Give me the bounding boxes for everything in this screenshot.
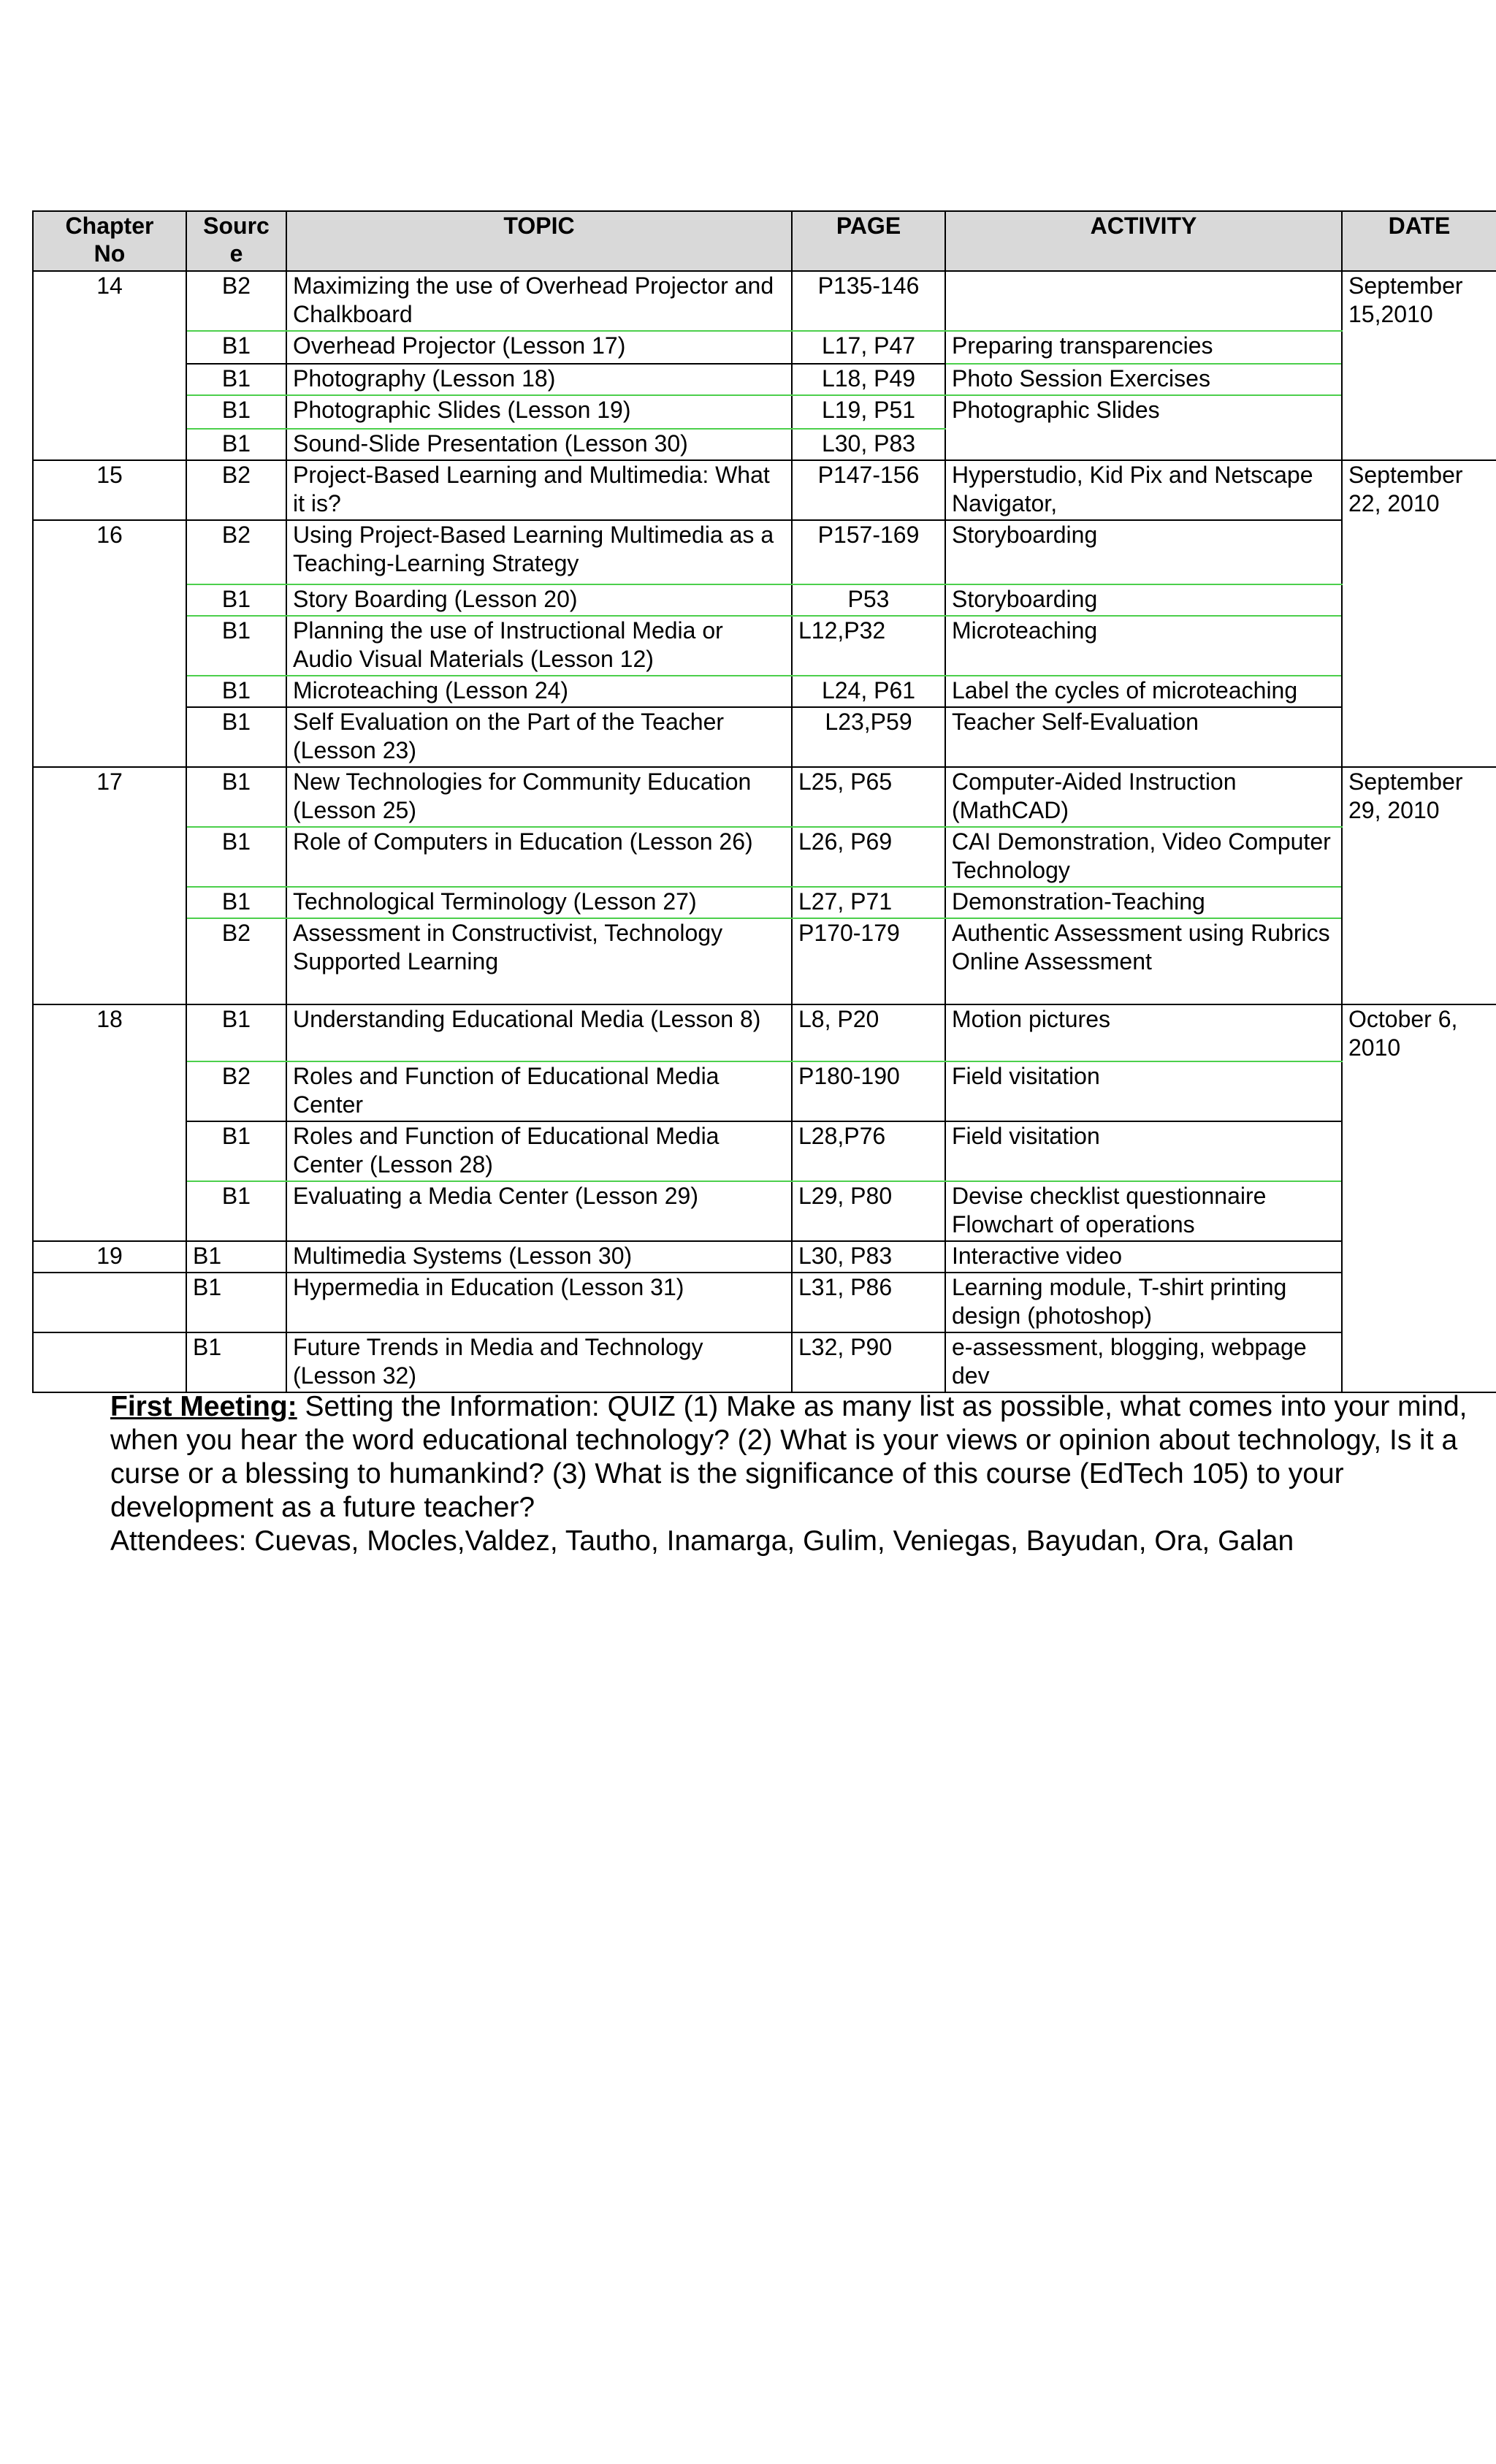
table-row: [33, 1121, 1496, 1181]
table-row: [33, 1181, 1496, 1241]
activity-cell: Storyboarding: [945, 584, 1342, 616]
activity-cell: Preparing transparencies: [945, 331, 1342, 364]
activity-cell: e-assessment, blogging, webpage dev: [945, 1332, 1342, 1392]
page-cell: L8, P20: [792, 1004, 945, 1061]
topic-cell: Overhead Projector (Lesson 17): [286, 331, 792, 364]
chapter-cell: 17: [33, 767, 186, 1004]
table-row: [33, 827, 1496, 887]
activity-cell: CAI Demonstration, Video Computer Technology: [945, 827, 1342, 887]
first-meeting-text: Setting the Information: QUIZ (1) Make as many list as possible, what comes into your mind, when you hear the word educational technology? (2) What is your views or opinion about technology, Is it a curse or a blessing to humankind? (3) What is the significance of this course (EdTech 105) to your development as a future teacher?: [110, 1391, 1468, 1523]
topic-cell: Self Evaluation on the Part of the Teacher (Lesson 23): [286, 707, 792, 767]
source-cell: B1: [186, 331, 286, 364]
page-cell: L12,P32: [792, 616, 945, 676]
table-row: [33, 271, 1496, 331]
chapter-cell: 16: [33, 520, 186, 767]
page-cell: P157-169: [792, 520, 945, 584]
page-cell: L30, P83: [792, 1241, 945, 1273]
chapter-cell: 19: [33, 1241, 186, 1273]
activity-cell: Learning module, T-shirt printing design (photoshop): [945, 1273, 1342, 1332]
topic-cell: Evaluating a Media Center (Lesson 29): [286, 1181, 792, 1241]
topic-cell: Sound-Slide Presentation (Lesson 30): [286, 429, 792, 460]
source-cell: B1: [186, 1004, 286, 1061]
attendees-line: Attendees: Cuevas, Mocles,Valdez, Tautho, Inamarga, Gulim, Veniegas, Bayudan, Ora, Galan: [110, 1525, 1294, 1557]
topic-cell: Photography (Lesson 18): [286, 364, 792, 395]
source-cell: B1: [186, 707, 286, 767]
activity-cell: Demonstration-Teaching: [945, 887, 1342, 918]
source-cell: B2: [186, 918, 286, 1004]
topic-cell: New Technologies for Community Education (Lesson 25): [286, 767, 792, 827]
header-source: Source: [186, 211, 286, 271]
topic-cell: Future Trends in Media and Technology (Lesson 32): [286, 1332, 792, 1392]
page-cell: P180-190: [792, 1061, 945, 1121]
page-cell: L17, P47: [792, 331, 945, 364]
page-cell: L31, P86: [792, 1273, 945, 1332]
table-row: [33, 1061, 1496, 1121]
activity-cell: Photographic Slides: [945, 395, 1342, 460]
topic-cell: Photographic Slides (Lesson 19): [286, 395, 792, 429]
page-cell: L29, P80: [792, 1181, 945, 1241]
page-cell: P53: [792, 584, 945, 616]
activity-cell: Hyperstudio, Kid Pix and Netscape Navigator,: [945, 460, 1342, 520]
header-page: PAGE: [792, 211, 945, 271]
source-cell: B1: [186, 429, 286, 460]
topic-cell: Technological Terminology (Lesson 27): [286, 887, 792, 918]
page-cell: P147-156: [792, 460, 945, 520]
topic-cell: Multimedia Systems (Lesson 30): [286, 1241, 792, 1273]
topic-cell: Roles and Function of Educational Media Center: [286, 1061, 792, 1121]
first-meeting-label: First Meeting:: [110, 1391, 297, 1422]
source-cell: B1: [186, 1241, 286, 1273]
page-cell: L23,P59: [792, 707, 945, 767]
page-cell: L25, P65: [792, 767, 945, 827]
page-cell: P135-146: [792, 271, 945, 331]
table-row: [33, 616, 1496, 676]
table-row: [33, 520, 1496, 584]
source-cell: B1: [186, 676, 286, 707]
chapter-cell: 14: [33, 271, 186, 460]
page-cell: P170-179: [792, 918, 945, 1004]
activity-cell: [945, 271, 1342, 331]
table-row: [33, 1004, 1496, 1061]
topic-cell: Roles and Function of Educational Media Center (Lesson 28): [286, 1121, 792, 1181]
source-cell: B1: [186, 1332, 286, 1392]
activity-cell: Computer-Aided Instruction (MathCAD): [945, 767, 1342, 827]
source-cell: B1: [186, 1181, 286, 1241]
topic-cell: Hypermedia in Education (Lesson 31): [286, 1273, 792, 1332]
topic-cell: Role of Computers in Education (Lesson 26): [286, 827, 792, 887]
source-cell: B1: [186, 767, 286, 827]
source-cell: B2: [186, 460, 286, 520]
table-header-row: [33, 211, 1496, 271]
header-date: DATE: [1342, 211, 1496, 271]
activity-cell: Microteaching: [945, 616, 1342, 676]
table-row: [33, 584, 1496, 616]
chapter-cell: 15: [33, 460, 186, 520]
activity-cell: Devise checklist questionnaire Flowchart of operations: [945, 1181, 1342, 1241]
activity-cell: Field visitation: [945, 1121, 1342, 1181]
table-row: [33, 331, 1496, 364]
date-cell: September 15,2010: [1342, 271, 1496, 460]
source-cell: B2: [186, 520, 286, 584]
date-cell: September 29, 2010: [1342, 767, 1496, 1004]
source-cell: B1: [186, 1121, 286, 1181]
meeting-notes: [110, 1390, 1469, 1558]
first-meeting-paragraph: [110, 1390, 1469, 1525]
source-cell: B1: [186, 616, 286, 676]
source-cell: B1: [186, 584, 286, 616]
topic-cell: Project-Based Learning and Multimedia: What it is?: [286, 460, 792, 520]
date-cell: [1342, 520, 1496, 767]
table-row: [33, 364, 1496, 395]
activity-cell: Field visitation: [945, 1061, 1342, 1121]
activity-cell: Storyboarding: [945, 520, 1342, 584]
source-cell: B1: [186, 395, 286, 429]
table-row: [33, 887, 1496, 918]
table-row: [33, 676, 1496, 707]
table-row: [33, 460, 1496, 520]
page-cell: L30, P83: [792, 429, 945, 460]
page-cell: L32, P90: [792, 1332, 945, 1392]
chapter-cell: [33, 1332, 186, 1392]
page-cell: L19, P51: [792, 395, 945, 429]
page-cell: L27, P71: [792, 887, 945, 918]
table-row: [33, 1332, 1496, 1392]
date-cell: September 22, 2010: [1342, 460, 1496, 520]
source-cell: B1: [186, 887, 286, 918]
activity-cell: Label the cycles of microteaching: [945, 676, 1342, 707]
activity-cell: Interactive video: [945, 1241, 1342, 1273]
header-chapter: Chapter No: [33, 211, 186, 271]
source-cell: B1: [186, 1273, 286, 1332]
activity-cell: Photo Session Exercises: [945, 364, 1342, 395]
topic-cell: Understanding Educational Media (Lesson 8): [286, 1004, 792, 1061]
topic-cell: Assessment in Constructivist, Technology Supported Learning: [286, 918, 792, 1004]
page-cell: L18, P49: [792, 364, 945, 395]
source-cell: B1: [186, 827, 286, 887]
page-cell: L28,P76: [792, 1121, 945, 1181]
topic-cell: Maximizing the use of Overhead Projector and Chalkboard: [286, 271, 792, 331]
activity-cell: Motion pictures: [945, 1004, 1342, 1061]
topic-cell: Microteaching (Lesson 24): [286, 676, 792, 707]
page-cell: L26, P69: [792, 827, 945, 887]
topic-cell: Planning the use of Instructional Media or Audio Visual Materials (Lesson 12): [286, 616, 792, 676]
table-row: [33, 767, 1496, 827]
activity-cell: Authentic Assessment using Rubrics Online Assessment: [945, 918, 1342, 1004]
topic-cell: Using Project-Based Learning Multimedia as a Teaching-Learning Strategy: [286, 520, 792, 584]
chapter-cell: [33, 1273, 186, 1332]
source-cell: B2: [186, 271, 286, 331]
source-cell: B2: [186, 1061, 286, 1121]
schedule-table: [32, 210, 1496, 1393]
table-row: [33, 707, 1496, 767]
header-topic: TOPIC: [286, 211, 792, 271]
source-cell: B1: [186, 364, 286, 395]
table-row: [33, 1273, 1496, 1332]
date-cell: October 6, 2010: [1342, 1004, 1496, 1392]
chapter-cell: 18: [33, 1004, 186, 1241]
activity-cell: Teacher Self-Evaluation: [945, 707, 1342, 767]
table-row: [33, 395, 1496, 429]
topic-cell: Story Boarding (Lesson 20): [286, 584, 792, 616]
page-cell: L24, P61: [792, 676, 945, 707]
table-row: [33, 918, 1496, 1004]
table-row: [33, 1241, 1496, 1273]
header-activity: ACTIVITY: [945, 211, 1342, 271]
